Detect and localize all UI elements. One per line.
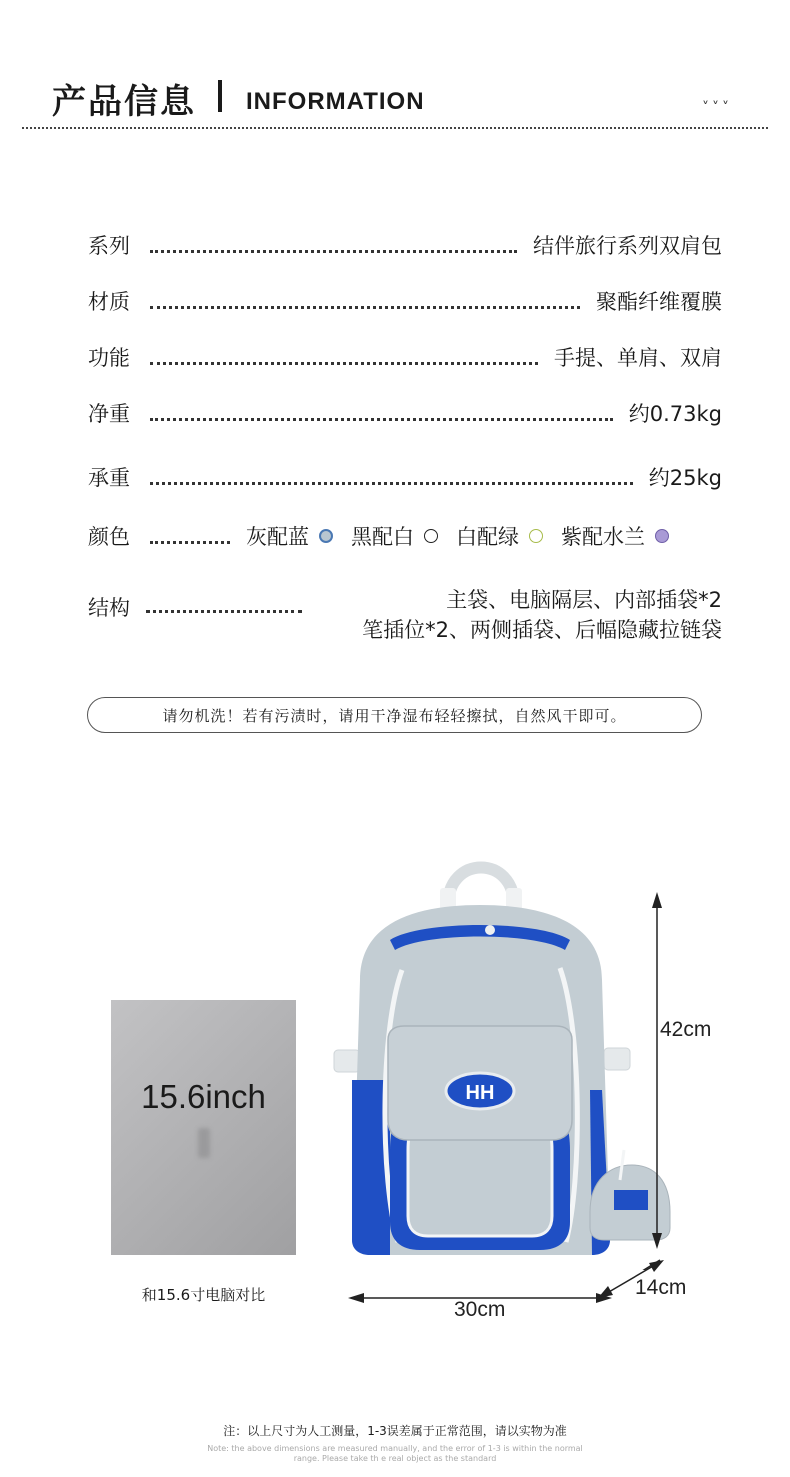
color-option — [561, 521, 669, 551]
section-title-en: INFORMATION — [246, 88, 425, 115]
measurement-note-en: Note: the above dimensions are measured manually, and the error of 1-3 is within the normal range. Please take th e real object as the standard — [207, 1444, 583, 1463]
laptop-size-label: 15.6inch — [141, 1078, 266, 1115]
spec-row-series — [88, 230, 722, 260]
color-name: 白配绿 — [456, 525, 519, 549]
width-label: 30cm — [454, 1298, 506, 1321]
color-name: 灰配蓝 — [246, 525, 309, 549]
backpack-image — [320, 850, 700, 1270]
dotted-leader — [150, 306, 580, 309]
height-label: 42cm — [660, 1018, 712, 1041]
dotted-leader — [150, 541, 230, 544]
color-name: 黑配白 — [351, 525, 414, 549]
comparison-caption: 和15.6寸电脑对比 — [141, 1286, 266, 1304]
dotted-leader — [150, 482, 633, 485]
spec-row-material — [88, 286, 722, 316]
dotted-leader — [146, 610, 302, 613]
spec-label: 系列 — [88, 234, 130, 258]
header-dotted-rule — [22, 127, 768, 129]
spec-row-weight — [88, 398, 722, 428]
spec-label: 承重 — [88, 466, 130, 490]
care-notice: 请勿机洗！若有污渍时，请用干净湿布轻轻擦拭，自然风干即可。 — [87, 697, 702, 733]
dotted-leader — [150, 418, 613, 421]
svg-text:HH: HH — [465, 1082, 495, 1104]
spec-label: 功能 — [88, 346, 130, 370]
color-option — [456, 521, 543, 551]
structure-line-2: 笔插位*2、两侧插袋、后幅隐藏拉链袋 — [362, 618, 722, 642]
title-divider — [218, 80, 222, 112]
spec-row-colors — [88, 521, 722, 551]
measurement-note: 注：以上尺寸为人工测量，1-3误差属于正常范围，请以实物为准 — [223, 1424, 567, 1438]
spec-value: 聚酯纤维覆膜 — [596, 290, 722, 314]
depth-label: 14cm — [635, 1276, 687, 1299]
laptop-logo — [198, 1128, 210, 1158]
dotted-leader — [150, 362, 538, 365]
color-option — [246, 521, 333, 551]
spec-label: 材质 — [88, 290, 130, 314]
spec-label-structure: 结构 — [88, 596, 130, 620]
section-title: 产品信息 — [52, 82, 196, 122]
spec-row-function — [88, 342, 722, 372]
color-swatch — [424, 529, 438, 543]
color-option — [351, 521, 438, 551]
spec-label: 颜色 — [88, 525, 130, 549]
spec-label: 净重 — [88, 402, 130, 426]
color-name: 紫配水兰 — [561, 525, 645, 549]
structure-line-1: 主袋、电脑隔层、内部插袋*2 — [446, 588, 722, 612]
dotted-leader — [150, 250, 517, 253]
spec-value: 结伴旅行系列双肩包 — [533, 234, 722, 258]
spec-value: 约25kg — [648, 466, 722, 490]
spec-value: 手提、单肩、双肩 — [554, 346, 722, 370]
color-swatch — [319, 529, 333, 543]
chevron-down-icon: ˅˅˅ — [702, 100, 732, 116]
spec-value: 约0.73kg — [628, 402, 722, 426]
color-swatch — [655, 529, 669, 543]
spec-row-capacity — [88, 462, 722, 492]
color-swatch — [529, 529, 543, 543]
